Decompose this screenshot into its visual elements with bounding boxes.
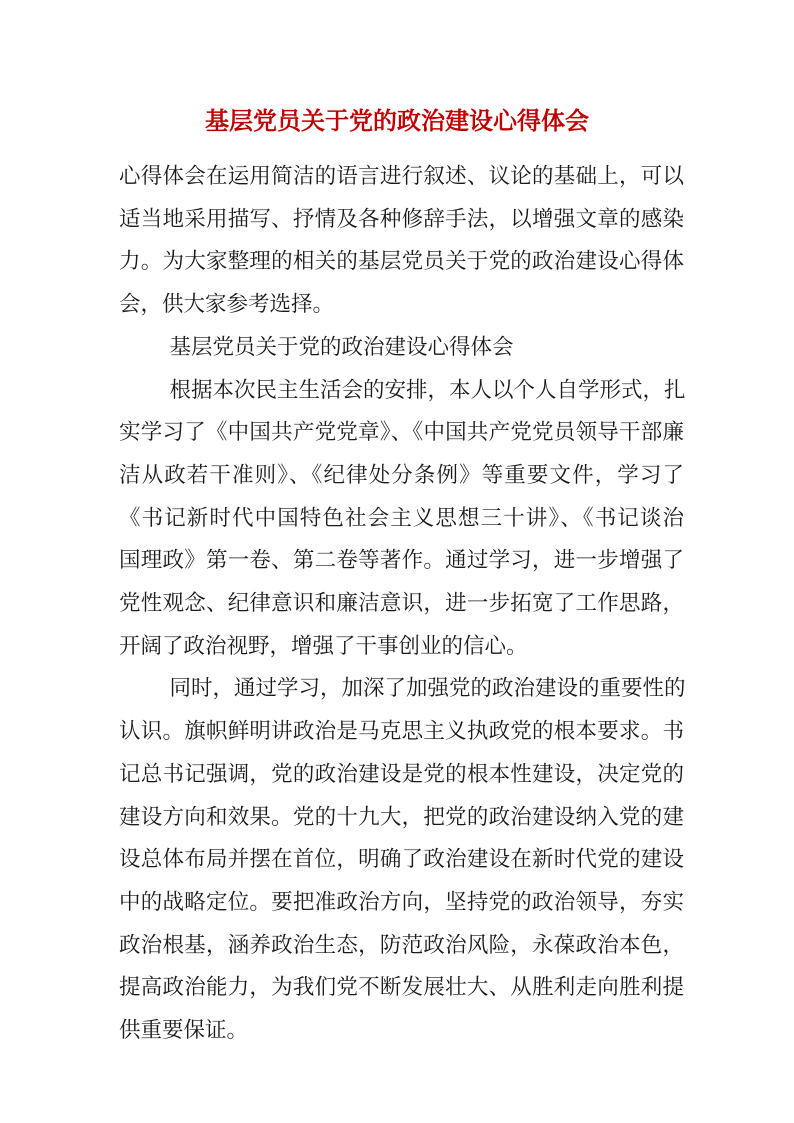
document-title: 基层党员关于党的政治建设心得体会: [205, 106, 589, 135]
document-body: [119, 156, 684, 1053]
paragraph-line: 会，供大家参考选择。: [119, 292, 335, 318]
paragraph-line: 建设方向和效果。党的十九大，把党的政治建设纳入党的建: [119, 804, 684, 830]
paragraph-line: 政治根基，涵养政治生态，防范政治风险，永葆政治本色，: [119, 932, 684, 958]
paragraph-line: 适当地采用描写、抒情及各种修辞手法，以增强文章的感染: [119, 206, 684, 232]
paragraph-line: 供重要保证。: [119, 1018, 249, 1044]
paragraph-line: 心得体会在运用简洁的语言进行叙述、议论的基础上，可以: [119, 164, 684, 189]
paragraph-study: [119, 370, 684, 669]
paragraph-line: 认识。旗帜鲜明讲政治是马克思主义执政党的根本要求。书: [119, 719, 684, 745]
paragraph-intro: [119, 156, 684, 327]
paragraph-line: 《书记新时代中国特色社会主义思想三十讲》、《书记谈治: [119, 505, 684, 531]
paragraph-line: 洁从政若干准则》、《纪律处分条例》等重要文件，学习了: [119, 462, 684, 488]
paragraph-line: 力。为大家整理的相关的基层党员关于党的政治建设心得体: [119, 249, 684, 275]
paragraph-line: 基层党员关于党的政治建设心得体会: [169, 334, 514, 360]
paragraph-line: 根据本次民主生活会的安排，本人以个人自学形式，扎: [169, 377, 686, 403]
section-subtitle: [119, 327, 684, 370]
paragraph-line: 记总书记强调，党的政治建设是党的根本性建设，决定党的: [119, 761, 684, 787]
paragraph-line: 同时，通过学习，加深了加强党的政治建设的重要性的: [169, 676, 686, 702]
paragraph-line: 提高政治能力，为我们党不断发展壮大、从胜利走向胜利提: [119, 975, 684, 1001]
paragraph-line: 开阔了政治视野，增强了干事创业的信心。: [119, 633, 528, 659]
paragraph-line: 中的战略定位。要把准政治方向，坚持党的政治领导，夯实: [119, 889, 684, 915]
paragraph-line: 设总体布局并摆在首位，明确了政治建设在新时代党的建设: [119, 847, 684, 873]
paragraph-line: 实学习了《中国共产党党章》、《中国共产党党员领导干部廉: [119, 420, 684, 446]
paragraph-importance: [119, 668, 684, 1052]
paragraph-line: 国理政》第一卷、第二卷等著作。通过学习，进一步增强了: [119, 548, 684, 574]
paragraph-line: 党性观念、纪律意识和廉洁意识，进一步拓宽了工作思路，: [119, 591, 684, 617]
